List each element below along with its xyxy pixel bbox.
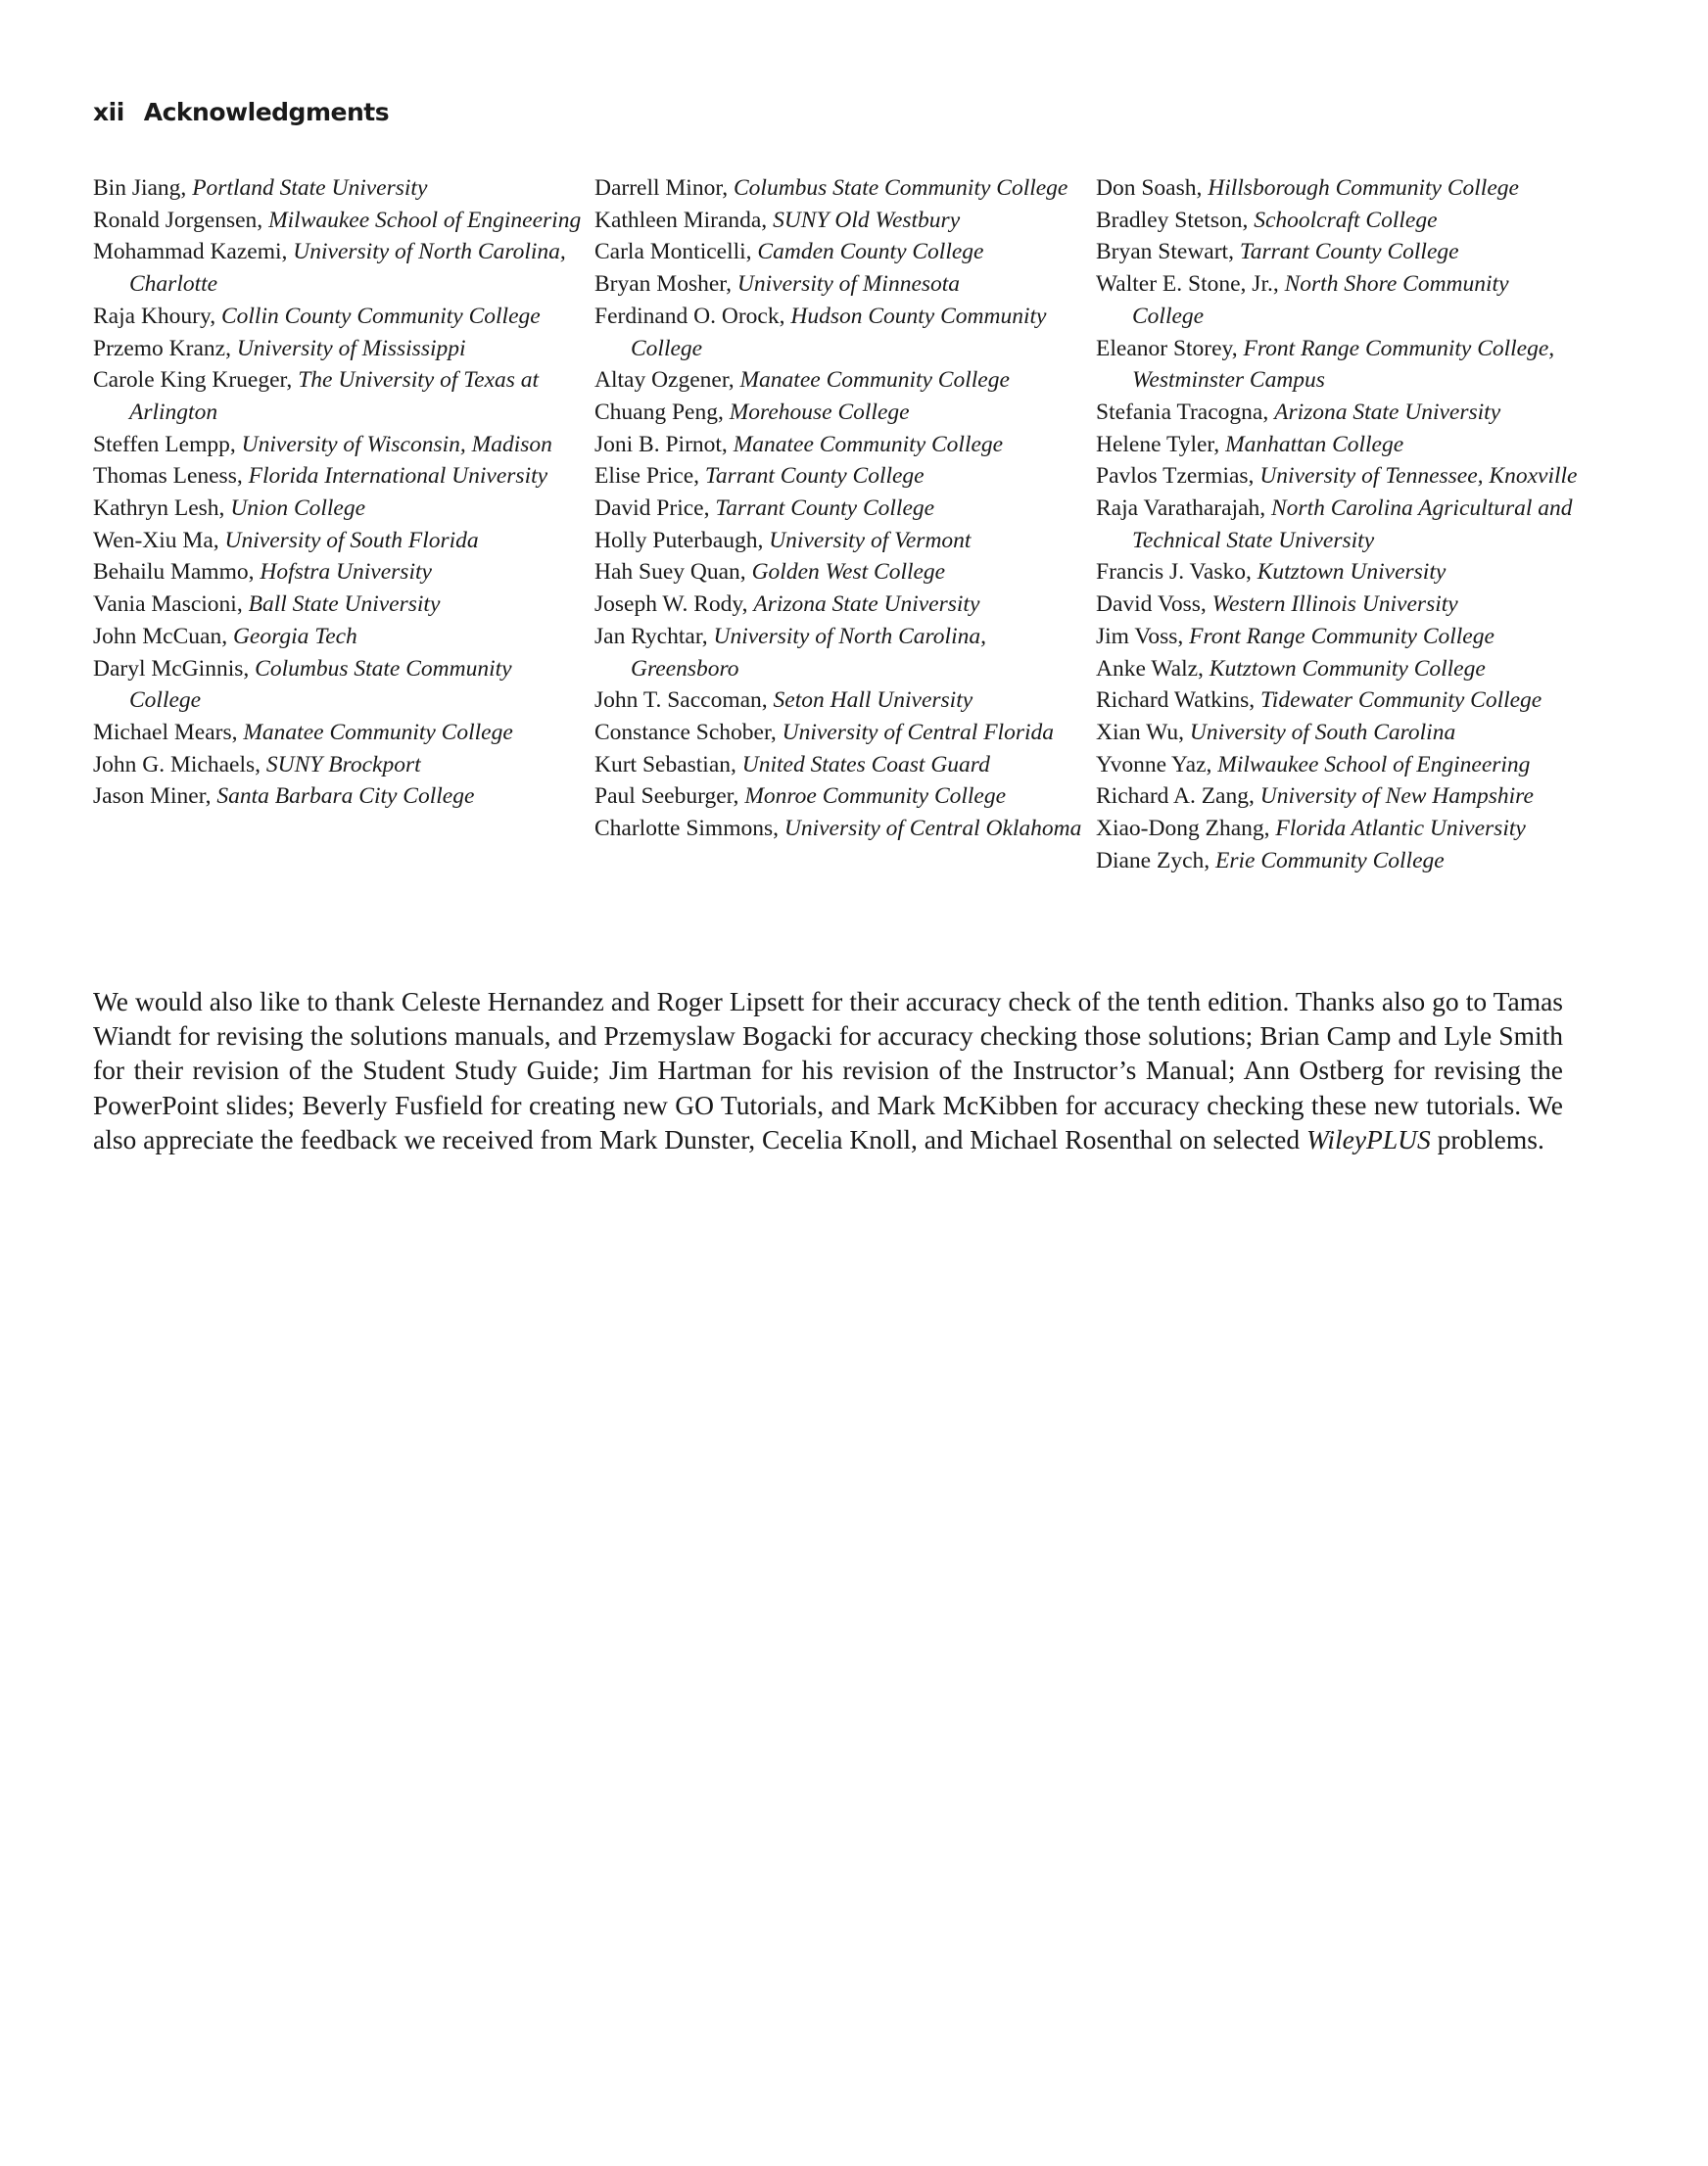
reviewer-affiliation: Milwaukee School of Engineering [1217,751,1531,777]
reviewer-affiliation: University of North Carolina, Greensboro [631,623,986,682]
reviewer-entry [1096,589,1586,621]
reviewer-name: John G. Michaels, [93,751,261,777]
reviewer-name: Kurt Sebastian, [594,751,736,777]
reviewer-name: Raja Varatharajah, [1096,495,1266,522]
reviewer-column-1 [93,172,583,813]
reviewer-name: Richard A. Zang, [1096,783,1255,810]
reviewer-entry [594,589,1084,621]
reviewer-name: Yvonne Yaz, [1096,751,1212,777]
reviewer-affiliation: University of Wisconsin, Madison [241,431,552,457]
reviewer-affiliation: Hofstra University [260,559,432,586]
reviewer-name: Chuang Peng, [594,399,724,425]
reviewer-entry [594,172,1084,205]
reviewer-affiliation: Kutztown University [1257,559,1447,586]
closing-text: We would also like to thank Celeste Hernandez and Roger Lipsett for their accuracy check of the tenth edition. Thanks also go to Tamas Wiandt for revising the solutions manuals, and Przemyslaw Bogacki for accuracy checking those solutions; Brian Camp and Lyle Smith for their revision of the Student Study Guide; Jim Hartman for his revision of the Instructor’s Manual; Ann Ostberg for revising the PowerPoint slides; Beverly Fusfield for creating new GO Tutorials, and Mark McKibben for accuracy checking these new tutorials. We also appreciate the feedback we received from Mark Dunster, Cecelia Knoll, and Michael Rosenthal on selected [93,986,1563,1154]
reviewer-name: Jason Miner, [93,783,212,810]
reviewer-entry [594,429,1084,461]
reviewer-name: Behailu Mammo, [93,559,255,586]
reviewer-entry [93,653,583,717]
reviewer-entry [93,172,583,205]
reviewer-name: Eleanor Storey, [1096,335,1238,361]
closing-product-name: WileyPLUS [1305,1123,1431,1154]
reviewer-column-2 [594,172,1084,845]
reviewer-affiliation: Columbus State Community College [733,175,1068,201]
reviewer-affiliation: Tarrant County College [715,495,935,522]
reviewer-entry [93,621,583,653]
reviewer-entry [1096,653,1586,685]
reviewer-entry [594,205,1084,237]
reviewer-affiliation: Manatee Community College [739,367,1010,394]
reviewer-entry [93,333,583,365]
reviewer-name: Darrell Minor, [594,175,729,201]
reviewer-entry [594,749,1084,781]
reviewer-affiliation: Florida International University [248,463,548,490]
reviewer-column-3 [1096,172,1586,876]
reviewer-affiliation: University of Minnesota [736,271,961,298]
reviewer-name: John McCuan, [93,623,228,649]
closing-paragraph [93,984,1563,1156]
reviewer-name: Charlotte Simmons, [594,816,779,842]
reviewer-affiliation: University of Central Oklahoma [783,816,1082,842]
reviewer-name: Anke Walz, [1096,655,1204,682]
reviewer-affiliation: University of Mississippi [236,335,466,361]
reviewer-name: Diane Zych, [1096,847,1210,873]
reviewer-affiliation: Kutztown Community College [1209,655,1486,682]
reviewer-name: Xiao-Dong Zhang, [1096,816,1270,842]
reviewer-entry [93,717,583,749]
reviewer-entry [93,525,583,557]
reviewer-entry [1096,621,1586,653]
reviewer-affiliation: University of New Hampshire [1259,783,1534,810]
reviewer-affiliation: SUNY Brockport [265,751,421,777]
reviewer-affiliation: Santa Barbara City College [216,783,475,810]
reviewer-name: Mohammad Kazemi, [93,239,288,265]
reviewer-affiliation: Erie Community College [1215,847,1445,873]
reviewer-entry [1096,717,1586,749]
reviewer-name: Vania Mascioni, [93,591,243,618]
reviewer-name: Ronald Jorgensen, [93,207,263,233]
reviewer-name: Bryan Mosher, [594,271,733,298]
reviewer-affiliation: United States Coast Guard [741,751,990,777]
reviewer-affiliation: Tidewater Community College [1260,687,1542,714]
reviewer-affiliation: Arizona State University [1274,399,1501,425]
reviewer-name: Thomas Leness, [93,463,243,490]
reviewer-entry [594,556,1084,589]
reviewer-entry [1096,429,1586,461]
reviewer-affiliation: Columbus State Community College [129,655,512,714]
reviewer-entry [594,460,1084,493]
reviewer-entry [1096,268,1586,332]
reviewer-affiliation: Collin County Community College [220,303,541,329]
reviewer-entry [1096,333,1586,397]
reviewer-affiliation: Portland State University [192,175,428,201]
reviewer-entry [594,717,1084,749]
reviewer-affiliation: University of Tennessee, Knoxville [1259,463,1578,490]
reviewer-entry [93,301,583,333]
reviewer-name: Kathleen Miranda, [594,207,768,233]
reviewer-entry [594,780,1084,813]
reviewer-name: Ferdinand O. Orock, [594,303,785,329]
reviewer-affiliation: Milwaukee School of Engineering [268,207,582,233]
reviewer-name: Richard Watkins, [1096,687,1256,714]
reviewer-name: Bryan Stewart, [1096,239,1234,265]
reviewer-name: Helene Tyler, [1096,431,1220,457]
reviewer-entry [93,780,583,813]
reviewer-entry [1096,556,1586,589]
reviewer-name: Wen-Xiu Ma, [93,527,219,553]
reviewer-name: Joni B. Pirnot, [594,431,728,457]
reviewer-affiliation: University of South Carolina [1189,719,1456,745]
reviewer-name: Jan Rychtar, [594,623,708,649]
reviewer-affiliation: Georgia Tech [232,623,357,649]
reviewer-name: Don Soash, [1096,175,1203,201]
reviewer-entry [594,621,1084,684]
reviewer-entry [1096,813,1586,845]
reviewer-name: Francis J. Vasko, [1096,559,1252,586]
reviewer-affiliation: Manatee Community College [733,431,1004,457]
reviewer-name: Carole King Krueger, [93,367,293,394]
reviewer-affiliation: Seton Hall University [773,687,973,714]
reviewer-name: Pavlos Tzermias, [1096,463,1255,490]
reviewer-name: Holly Puterbaugh, [594,527,764,553]
reviewer-entry [1096,236,1586,268]
reviewer-affiliation: University of Central Florida [782,719,1055,745]
reviewer-entry [594,684,1084,717]
reviewer-affiliation: North Carolina Agricultural and Technical State University [1132,495,1573,553]
reviewer-entry [1096,780,1586,813]
reviewer-affiliation: Hudson County Community College [631,303,1047,361]
reviewer-entry [93,429,583,461]
reviewer-affiliation: Manhattan College [1225,431,1404,457]
reviewer-name: Michael Mears, [93,719,238,745]
reviewer-affiliation: Monroe Community College [744,783,1007,810]
running-header [93,98,389,126]
reviewer-affiliation: Manatee Community College [243,719,513,745]
reviewer-entry [1096,172,1586,205]
reviewer-entry [594,268,1084,301]
reviewer-entry [93,589,583,621]
reviewer-entry [594,397,1084,429]
reviewer-entry [1096,460,1586,493]
reviewer-name: Przemo Kranz, [93,335,231,361]
reviewer-name: Daryl McGinnis, [93,655,250,682]
reviewer-name: Hah Suey Quan, [594,559,746,586]
reviewer-entry [1096,205,1586,237]
reviewer-entry [594,236,1084,268]
reviewer-name: David Price, [594,495,710,522]
closing-text-end: problems. [1437,1123,1544,1154]
reviewer-affiliation: University of Vermont [769,527,972,553]
reviewer-affiliation: North Shore Community College [1132,271,1509,329]
reviewer-affiliation: Tarrant County College [704,463,925,490]
reviewer-name: Bin Jiang, [93,175,187,201]
reviewer-entry [1096,749,1586,781]
reviewer-name: Jim Voss, [1096,623,1184,649]
reviewer-affiliation: Front Range Community College, Westminster Campus [1132,335,1555,394]
reviewer-affiliation: Morehouse College [729,399,910,425]
reviewer-entry [594,301,1084,364]
reviewer-entry [93,205,583,237]
reviewer-affiliation: Florida Atlantic University [1275,816,1526,842]
reviewer-name: Kathryn Lesh, [93,495,225,522]
reviewer-name: Elise Price, [594,463,700,490]
reviewer-name: Carla Monticelli, [594,239,752,265]
reviewer-entry [1096,684,1586,717]
reviewer-name: Constance Schober, [594,719,777,745]
reviewer-affiliation: Schoolcraft College [1254,207,1438,233]
reviewer-affiliation: SUNY Old Westbury [773,207,961,233]
reviewer-name: Steffen Lempp, [93,431,236,457]
reviewer-affiliation: University of South Florida [224,527,479,553]
reviewer-name: John T. Saccoman, [594,687,768,714]
reviewer-entry [93,749,583,781]
reviewer-entry [93,556,583,589]
reviewer-name: Paul Seeburger, [594,783,739,810]
reviewer-name: Raja Khoury, [93,303,216,329]
reviewer-entry [1096,397,1586,429]
reviewer-affiliation: Arizona State University [753,591,980,618]
page-number: xii [93,98,124,126]
reviewer-affiliation: Ball State University [248,591,441,618]
reviewer-affiliation: Union College [230,495,366,522]
reviewer-affiliation: University of North Carolina, Charlotte [129,239,566,298]
reviewer-entry [594,813,1084,845]
reviewer-name: Joseph W. Rody, [594,591,748,618]
reviewer-entry [594,364,1084,397]
reviewer-entry [594,525,1084,557]
reviewer-name: Walter E. Stone, Jr., [1096,271,1279,298]
reviewer-affiliation: Western Illinois University [1211,591,1458,618]
reviewer-name: Bradley Stetson, [1096,207,1249,233]
reviewer-entry [93,364,583,428]
reviewer-entry [1096,493,1586,556]
reviewer-affiliation: Tarrant County College [1239,239,1459,265]
reviewer-affiliation: Golden West College [751,559,946,586]
reviewer-entry [93,460,583,493]
reviewer-entry [93,236,583,300]
reviewer-entry [594,493,1084,525]
section-title: Acknowledgments [143,98,390,126]
reviewer-affiliation: The University of Texas at Arlington [129,367,540,425]
reviewer-affiliation: Camden County College [757,239,984,265]
reviewer-name: Altay Ozgener, [594,367,735,394]
reviewer-name: Stefania Tracogna, [1096,399,1269,425]
reviewer-entry [93,493,583,525]
reviewer-affiliation: Front Range Community College [1189,623,1494,649]
reviewer-affiliation: Hillsborough Community College [1208,175,1519,201]
reviewer-name: Xian Wu, [1096,719,1184,745]
reviewer-name: David Voss, [1096,591,1207,618]
reviewer-entry [1096,845,1586,877]
